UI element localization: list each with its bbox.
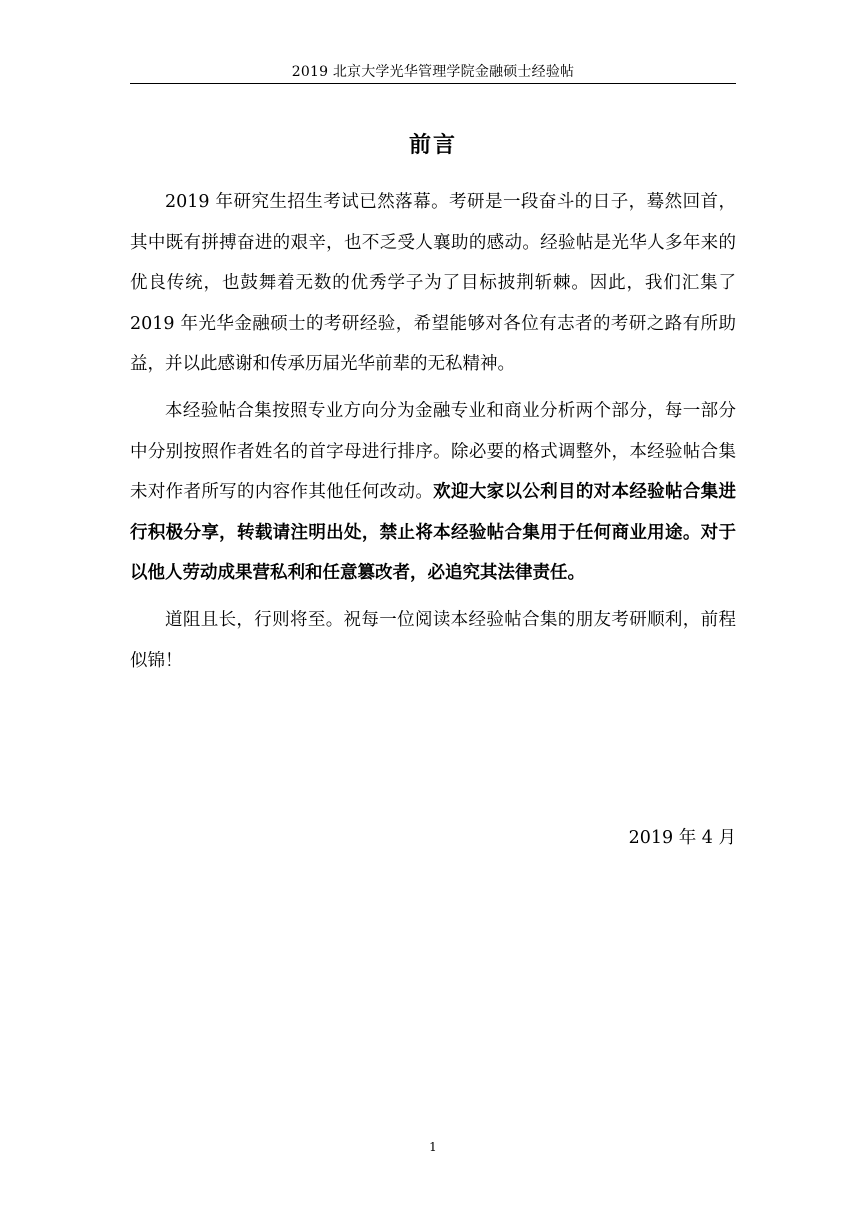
page-number: 1 [429, 1140, 437, 1154]
paragraph-structure-notice: 欢迎大家以公利目的对本经验帖合集进行积极分享，转载请注明出处，禁止将本经验帖合集用于任何商业用途。对于以他人劳动成果营私利和任意篡改者，必追究其法律责任。 [130, 482, 737, 584]
paragraph-structure [130, 391, 736, 594]
page-header: 2019 北京大学光华管理学院金融硕士经验帖 [291, 64, 575, 80]
signature-date: 2019 年 4 月 [628, 828, 736, 848]
paragraph-closing: 道阻且长，行则将至。祝每一位阅读本经验帖合集的朋友考研顺利，前程似锦！ [130, 609, 736, 671]
paragraph-structure-normal: 本经验帖合集按照专业方向分为金融专业和商业分析两个部分，每一部分中分别按照作者姓名的首字母进行排序。除必要的格式调整外，本经验帖合集未对作者所写的内容作其他任何改动。 [130, 400, 736, 503]
header-divider [130, 83, 736, 84]
preface-body [130, 182, 736, 681]
paragraph-intro: 2019 年研究生招生考试已然落幕。考研是一段奋斗的日子，蓦然回首，其中既有拼搏奋进的艰辛，也不乏受人襄助的感动。经验帖是光华人多年来的优良传统，也鼓舞着无数的优秀学子为了目标披荆斩棘。因此，我们汇集了 2019 年光华金融硕士的考研经验，希望能够对各位有志者的考研之路有所助益，并以此感谢和传承历届光华前辈的无私精神。 [130, 192, 736, 375]
section-title: 前言 [408, 132, 457, 158]
